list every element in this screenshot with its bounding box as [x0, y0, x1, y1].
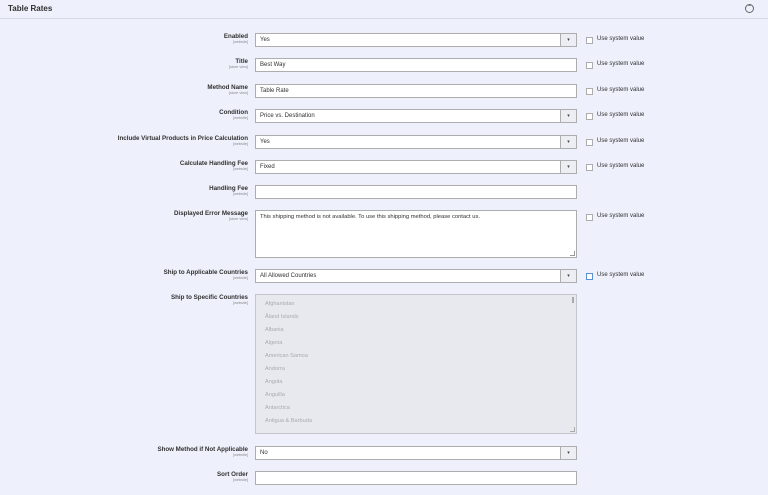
method-name-input[interactable]: Table Rate: [255, 84, 577, 98]
use-system-value-checkbox[interactable]: [586, 37, 593, 44]
use-system-value-checkbox[interactable]: [586, 113, 593, 120]
use-system-value-label: Use system value: [597, 272, 645, 278]
handling-type-value: Fixed: [260, 164, 275, 170]
use-system-value-label: Use system value: [597, 163, 645, 169]
condition-value: Price vs. Destination: [260, 113, 315, 119]
use-system-value-label: Use system value: [597, 61, 645, 67]
field-label: Ship to Specific Countries: [170, 294, 248, 301]
section-title: Table Rates: [8, 4, 53, 13]
field-label: Enabled: [223, 33, 248, 40]
scope-label: [website]: [233, 276, 248, 280]
show-method-value: No: [260, 450, 268, 456]
country-option[interactable]: American Samoa: [265, 353, 308, 359]
field-label: Title: [235, 58, 248, 65]
scope-label: [website]: [233, 40, 248, 44]
scope-label: [website]: [233, 478, 248, 482]
dropdown-arrow-icon[interactable]: ▾: [560, 447, 576, 459]
scope-label: [website]: [233, 453, 248, 457]
specific-countries-multiselect[interactable]: [255, 294, 577, 434]
use-system-value-checkbox[interactable]: [586, 139, 593, 146]
field-label: Sort Order: [217, 471, 248, 478]
dropdown-arrow-icon[interactable]: ▾: [560, 270, 576, 282]
scope-label: [website]: [233, 192, 248, 196]
scope-label: [store view]: [228, 65, 248, 69]
country-option[interactable]: Angola: [265, 379, 283, 385]
scope-label: [website]: [233, 142, 248, 146]
error-message-textarea[interactable]: [255, 210, 577, 258]
country-option[interactable]: Antigua & Barbuda: [265, 418, 312, 424]
handling-type-select[interactable]: [255, 160, 577, 174]
country-option[interactable]: Andorra: [265, 366, 285, 372]
country-option[interactable]: Åland Islands: [265, 314, 299, 320]
use-system-value-label: Use system value: [597, 138, 645, 144]
title-input[interactable]: Best Way: [255, 58, 577, 72]
field-label: Condition: [219, 109, 248, 116]
use-system-value-checkbox[interactable]: [586, 214, 593, 221]
dropdown-arrow-icon[interactable]: ▾: [560, 34, 576, 46]
chevron-up-icon[interactable]: ⌃: [746, 5, 753, 11]
field-label: Method Name: [207, 84, 248, 91]
use-system-value-label: Use system value: [597, 36, 645, 42]
country-option[interactable]: Algeria: [265, 340, 283, 346]
use-system-value-checkbox[interactable]: [586, 62, 593, 69]
use-system-value-label: Use system value: [597, 112, 645, 118]
scope-label: [website]: [233, 167, 248, 171]
country-option[interactable]: Anguilla: [265, 392, 285, 398]
use-system-value-checkbox[interactable]: [586, 88, 593, 95]
country-option[interactable]: Afghanistan: [265, 301, 295, 307]
scope-label: [store view]: [228, 217, 248, 221]
field-label: Handling Fee: [209, 185, 248, 192]
field-label: Displayed Error Message: [174, 210, 248, 217]
applicable-countries-value: All Allowed Countries: [260, 273, 317, 279]
field-label: Calculate Handling Fee: [179, 160, 248, 167]
scope-label: [website]: [233, 116, 248, 120]
dropdown-arrow-icon[interactable]: ▾: [560, 136, 576, 148]
use-system-value-label: Use system value: [597, 213, 645, 219]
condition-select[interactable]: [255, 109, 577, 123]
sort-order-input[interactable]: [255, 471, 577, 485]
field-label: Show Method if Not Applicable: [157, 446, 248, 453]
include-virtual-value: Yes: [260, 139, 270, 145]
use-system-value-label: Use system value: [597, 87, 645, 93]
error-message-text: This shipping method is not available. To use this shipping method, please contact us.: [260, 214, 480, 220]
country-option[interactable]: Albania: [265, 327, 284, 333]
scrollbar[interactable]: [572, 297, 574, 303]
resize-grip-icon[interactable]: [570, 251, 575, 256]
country-option[interactable]: Antarctica: [265, 405, 290, 411]
resize-grip-icon[interactable]: [570, 427, 575, 432]
section-header[interactable]: [0, 0, 768, 19]
enabled-value: Yes: [260, 37, 270, 43]
dropdown-arrow-icon[interactable]: ▾: [560, 110, 576, 122]
dropdown-arrow-icon[interactable]: ▾: [560, 161, 576, 173]
field-label: Ship to Applicable Countries: [163, 269, 248, 276]
show-method-select[interactable]: [255, 446, 577, 460]
use-system-value-checkbox[interactable]: [586, 164, 593, 171]
handling-fee-input[interactable]: [255, 185, 577, 199]
include-virtual-select[interactable]: [255, 135, 577, 149]
applicable-countries-select[interactable]: [255, 269, 577, 283]
scope-label: [store view]: [228, 91, 248, 95]
field-label: Include Virtual Products in Price Calculation: [117, 135, 248, 142]
enabled-select[interactable]: [255, 33, 577, 47]
use-system-value-checkbox[interactable]: [586, 273, 593, 280]
scope-label: [website]: [233, 301, 248, 305]
